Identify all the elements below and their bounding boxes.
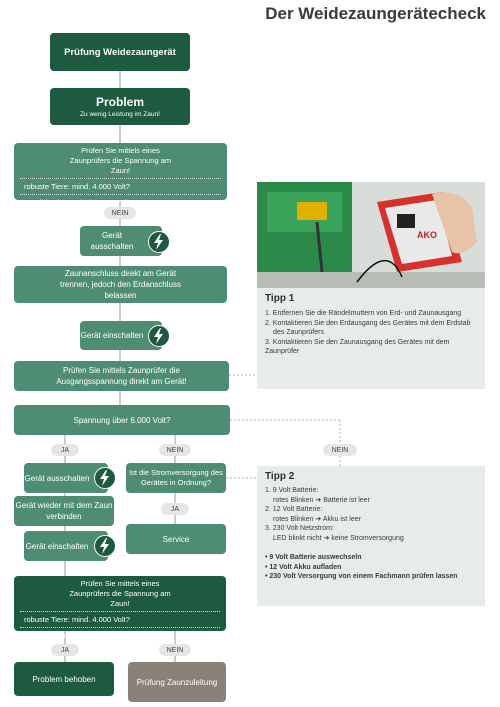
check-box-1 xyxy=(14,143,227,207)
tip1-item: des Zaunprüfers xyxy=(273,329,324,336)
tip2-action: • 9 Volt Batterie auswechseln xyxy=(265,554,362,561)
tip2-item: 2. 12 Volt Batterie: xyxy=(265,506,323,513)
tip2-title: Tipp 2 xyxy=(265,471,295,482)
answer-nein-4: NEIN xyxy=(159,644,191,656)
check1-row-sensitive: sensible Tiere: mind. 2.500 Volt? xyxy=(24,198,133,207)
tip2-item: rotes Blinken ➔ Akku ist leer xyxy=(273,515,361,523)
measure-box xyxy=(14,361,229,391)
check1-row-robust: robuste Tiere: mind. 4.000 Volt? xyxy=(24,182,130,191)
switch-off-label-1: Gerät ausschalten xyxy=(90,231,134,251)
tip2-action: • 12 Volt Akku aufladen xyxy=(265,563,342,571)
tip2-item: LED blinkt nicht ➔ keine Stromversorgung xyxy=(273,534,404,542)
device-photo xyxy=(257,182,485,288)
problem-fixed-label: Problem behoben xyxy=(32,674,96,684)
tip2-panel xyxy=(257,466,485,606)
check2-heading: Prüfen Sie mittels eines Zaunprüfers die Spannung am Zaun! xyxy=(69,579,171,608)
check1-heading: Prüfen Sie mittels eines Zaunprüfers die Spannung am Zaun! xyxy=(69,146,172,175)
tip2-item: 1. 9 Volt Batterie: xyxy=(265,487,319,494)
answer-nein-3: NEIN xyxy=(323,444,357,456)
reconnect-label: Gerät wieder mit dem Zaun verbinden xyxy=(15,501,113,521)
disconnect-label: Zaunanschluss direkt am Gerät trennen, jedoch den Erdanschluss belassen xyxy=(60,269,181,300)
switch-on-label-2: Gerät einschalten xyxy=(25,541,89,551)
lightning-icon xyxy=(94,467,116,489)
measure-label: Prüfen Sie mittels Zaunprüfer die Ausgangsspannung direkt am Gerät! xyxy=(56,366,187,386)
check-box-2 xyxy=(14,576,226,640)
tip1-title: Tipp 1 xyxy=(265,293,295,304)
problem-title: Problem xyxy=(95,95,144,109)
service-box xyxy=(126,524,226,554)
tip2-action: • 230 Volt Versorgung von einem Fachmann prüfen lassen xyxy=(265,573,458,580)
voltage-question-label: Spannung über 6.000 Volt? xyxy=(73,415,171,425)
problem-fixed-box xyxy=(14,662,114,696)
power-question-label: Ist die Stromversorgung des Gerätes in Ordnung? xyxy=(129,468,223,487)
device-brand-label: AKO xyxy=(417,230,437,240)
device-illustration xyxy=(257,182,485,288)
switch-on-label-1: Gerät einschalten xyxy=(80,331,144,340)
lightning-icon xyxy=(94,535,116,557)
disconnect-box xyxy=(14,266,227,303)
answer-nein-1: NEIN xyxy=(104,207,136,219)
answer-nein-2: NEIN xyxy=(159,444,191,456)
problem-box xyxy=(50,88,190,125)
problem-subtitle: Zu wenig Leistung im Zaun! xyxy=(80,111,160,118)
start-label: Prüfung Weidezaungerät xyxy=(64,46,176,58)
lightning-icon xyxy=(148,231,170,253)
check2-row-robust: robuste Tiere: mind. 4.000 Volt? xyxy=(24,615,130,624)
check-line-label: Prüfung Zaunzuleitung xyxy=(136,677,218,687)
tip2-item: rotes Blinken ➔ Batterie ist leer xyxy=(273,496,370,504)
voltage-question-box xyxy=(14,405,230,435)
check2-row-sensitive: sensible Tiere: mind. 2.500 Volt? xyxy=(24,631,133,640)
tip1-item: 2. Kontaktieren Sie den Erdausgang des Gerätes mit dem Erdstab xyxy=(265,319,471,327)
page-title: Der Weidezaungerätecheck xyxy=(265,4,486,23)
service-label: Service xyxy=(162,534,190,544)
start-box xyxy=(50,33,190,71)
switch-off-label-2: Gerät ausschalten xyxy=(24,473,90,483)
tip1-item: 1. Entfernen Sie die Rändelmuttern von Erd- und Zaunausgang xyxy=(265,310,462,317)
answer-ja-3: JA xyxy=(51,644,79,656)
tip1-panel xyxy=(257,288,485,389)
reconnect-box xyxy=(14,496,114,526)
tip2-item: 3. 230 Volt Netzstrom: xyxy=(265,525,334,532)
check-line-box xyxy=(128,662,226,702)
tip1-item: 3. Kontaktieren Sie den Zaunausgang des Gerätes mit dem Zaunprüfer xyxy=(265,338,450,355)
power-question-box xyxy=(126,463,226,493)
lightning-icon xyxy=(148,325,170,347)
answer-ja-2: JA xyxy=(161,503,189,515)
answer-ja-1: JA xyxy=(51,444,79,456)
